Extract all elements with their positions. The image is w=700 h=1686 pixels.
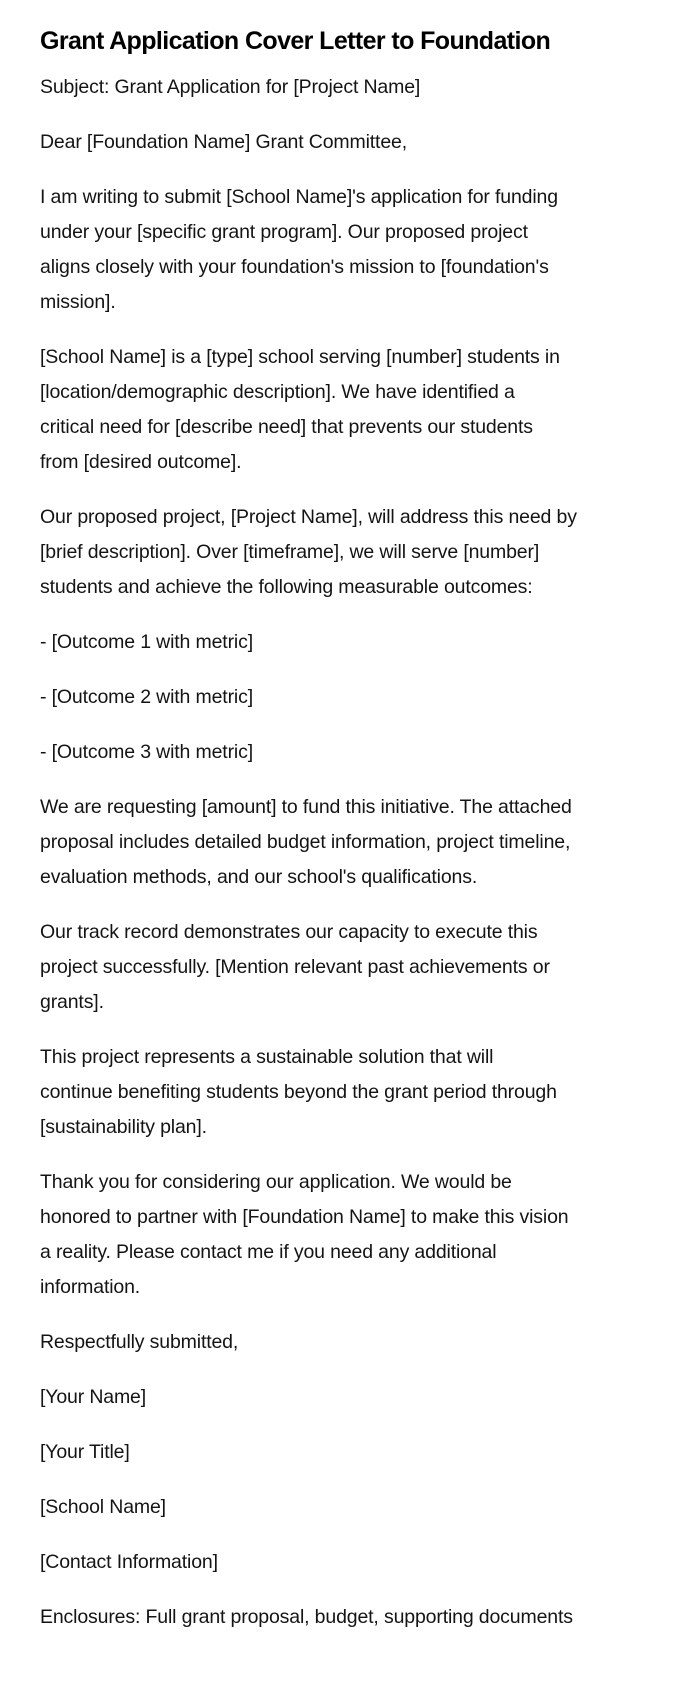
closing-paragraph: [40, 1165, 664, 1305]
outcome-item-3: [40, 735, 664, 770]
text-line: project successfully. [Mention relevant past achievements or: [40, 956, 550, 978]
funding-request-paragraph: [40, 790, 664, 895]
text-line: We are requesting [amount] to fund this initiative. The attached: [40, 796, 572, 818]
text-line: [location/demographic description]. We have identified a: [40, 381, 515, 403]
text-line: a reality. Please contact me if you need any additional: [40, 1241, 497, 1263]
subject-line: [40, 70, 664, 105]
text-line: [Contact Information]: [40, 1551, 218, 1573]
text-line: [brief description]. Over [timeframe], we will serve [number]: [40, 541, 540, 563]
signer-school: [40, 1490, 664, 1525]
text-line: aligns closely with your foundation's mission to [foundation's: [40, 256, 549, 278]
text-line: Dear [Foundation Name] Grant Committee,: [40, 131, 407, 153]
text-line: - [Outcome 2 with metric]: [40, 686, 253, 708]
text-line: students and achieve the following measurable outcomes:: [40, 576, 533, 598]
text-line: I am writing to submit [School Name]'s application for funding: [40, 186, 558, 208]
text-line: continue benefiting students beyond the grant period through: [40, 1081, 557, 1103]
text-line: under your [specific grant program]. Our proposed project: [40, 221, 528, 243]
project-description-paragraph: [40, 500, 664, 605]
text-line: Our proposed project, [Project Name], will address this need by: [40, 506, 577, 528]
text-line: proposal includes detailed budget information, project timeline,: [40, 831, 571, 853]
text-line: [Your Title]: [40, 1441, 130, 1463]
text-line: - [Outcome 3 with metric]: [40, 741, 253, 763]
text-line: Enclosures: Full grant proposal, budget, supporting documents: [40, 1606, 573, 1628]
text-line: [School Name]: [40, 1496, 166, 1518]
text-line: grants].: [40, 991, 104, 1013]
text-line: Thank you for considering our application. We would be: [40, 1171, 512, 1193]
intro-paragraph: [40, 180, 664, 320]
text-line: from [desired outcome].: [40, 451, 242, 473]
text-line: Respectfully submitted,: [40, 1331, 239, 1353]
text-line: information.: [40, 1276, 141, 1298]
document-title: Grant Application Cover Letter to Foundation: [40, 27, 551, 55]
school-need-paragraph: [40, 340, 664, 480]
text-line: critical need for [describe need] that prevents our students: [40, 416, 533, 438]
salutation: [40, 125, 664, 160]
text-line: honored to partner with [Foundation Name] to make this vision: [40, 1206, 569, 1228]
text-line: evaluation methods, and our school's qualifications.: [40, 866, 478, 888]
text-line: [sustainability plan].: [40, 1116, 207, 1138]
text-line: [School Name] is a [type] school serving [number] students in: [40, 346, 560, 368]
letter-document: [40, 23, 664, 1655]
text-line: Our track record demonstrates our capacity to execute this: [40, 921, 538, 943]
text-line: [Your Name]: [40, 1386, 147, 1408]
signer-title: [40, 1435, 664, 1470]
outcome-item-1: [40, 625, 664, 660]
sign-off: [40, 1325, 664, 1360]
outcome-item-2: [40, 680, 664, 715]
text-line: - [Outcome 1 with metric]: [40, 631, 253, 653]
signer-name: [40, 1380, 664, 1415]
track-record-paragraph: [40, 915, 664, 1020]
sustainability-paragraph: [40, 1040, 664, 1145]
enclosures-line: [40, 1600, 664, 1635]
text-line: Subject: Grant Application for [Project Name]: [40, 76, 421, 98]
signer-contact: [40, 1545, 664, 1580]
text-line: This project represents a sustainable solution that will: [40, 1046, 494, 1068]
text-line: mission].: [40, 291, 116, 313]
